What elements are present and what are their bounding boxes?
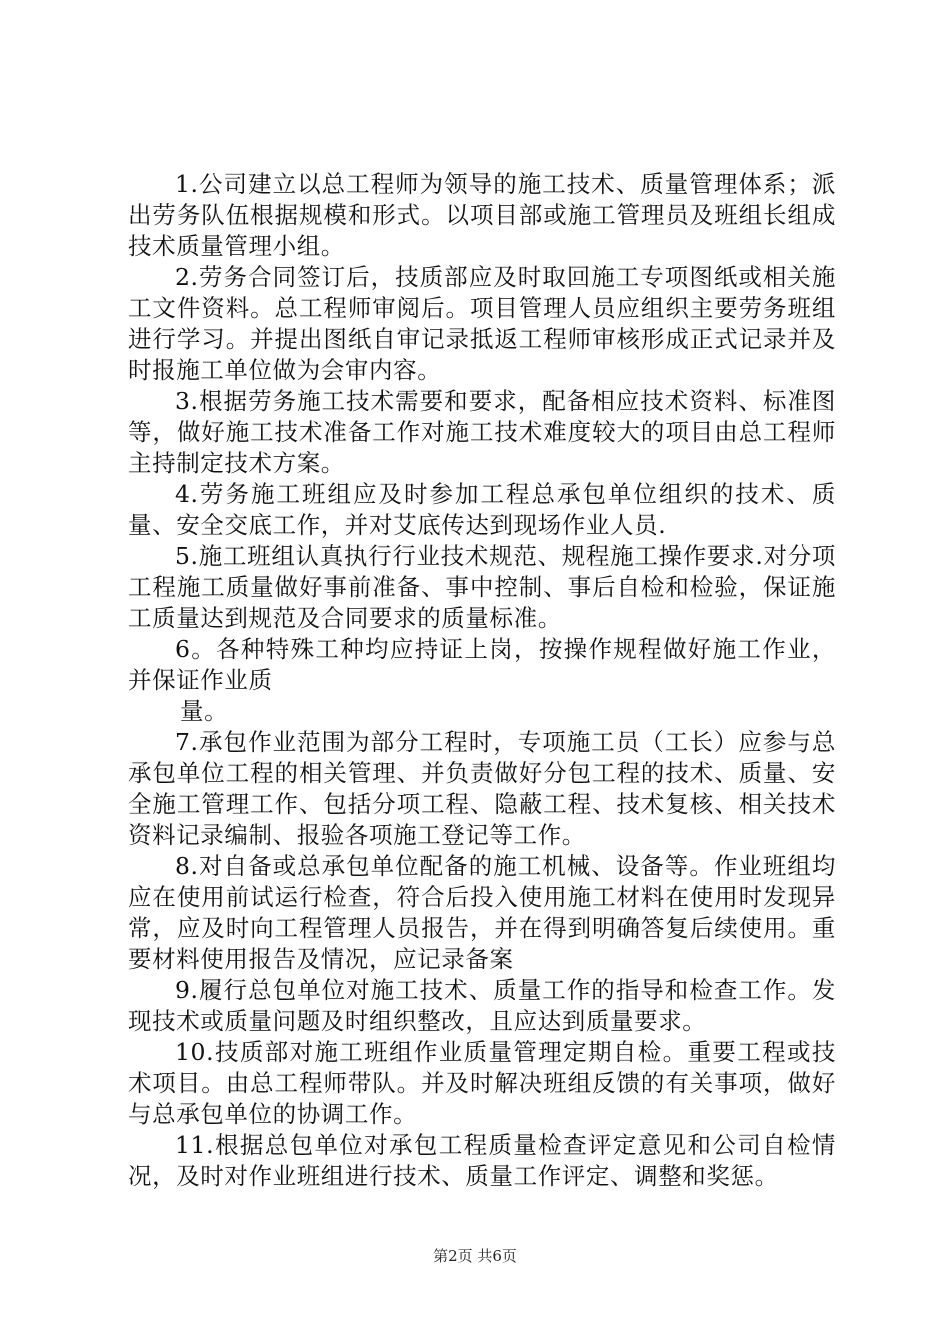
document-body [128, 169, 836, 1192]
paragraph-10: 10.技质部对施工班组作业质量管理定期自检。重要工程或技术项目。由总工程师带队。并及时解决班组反馈的有关事项，做好与总承包单位的协调工作。 [128, 1038, 836, 1128]
paragraph-1: 1.公司建立以总工程师为领导的施工技术、质量管理体系；派出劳务队伍根据规模和形式。以项目部或施工管理员及班组长组成技术质量管理小组。 [128, 170, 836, 260]
paragraph-8: 8.对自备或总承包单位配备的施工机械、设备等。作业班组均应在使用前试运行检查，符合后投入使用施工材料在使用时发现异常，应及时向工程管理人员报告，并在得到明确答复后续使用。重要材料使用报告及情况，应记录备案 [128, 852, 836, 973]
paragraph-2: 2.劳务合同签订后，技质部应及时取回施工专项图纸或相关施工文件资料。总工程师审阅后。项目管理人员应组织主要劳务班组进行学习。并提出图纸自审记录抵返工程师审核形成正式记录并及时报施工单位做为会审内容。 [128, 263, 836, 384]
paragraph-4: 4.劳务施工班组应及时参加工程总承包单位组织的技术、质量、安全交底工作，并对艾底传达到现场作业人员. [128, 480, 836, 539]
page-footer: 第2页 共6页 [433, 1247, 517, 1265]
paragraph-7: 7.承包作业范围为部分工程时，专项施工员（工长）应参与总承包单位工程的相关管理、并负责做好分包工程的技术、质量、安全施工管理工作、包括分项工程、隐蔽工程、技术复核、相关技术资料记录编制、报验各项施工登记等工作。 [128, 728, 836, 849]
paragraph-5: 5.施工班组认真执行行业技术规范、规程施工操作要求.对分项工程施工质量做好事前准备、事中控制、事后自检和检验，保证施工质量达到规范及合同要求的质量标准。 [128, 542, 836, 632]
paragraph-9: 9.履行总包单位对施工技术、质量工作的指导和检查工作。发现技术或质量问题及时组织整改，且应达到质量要求。 [128, 976, 836, 1035]
paragraph-11: 11.根据总包单位对承包工程质量检查评定意见和公司自检情况，及时对作业班组进行技术、质量工作评定、调整和奖惩。 [128, 1131, 836, 1190]
paragraph-6: 6。各种特殊工种均应持证上岗，按操作规程做好施工作业，并保证作业质 [128, 635, 836, 694]
paragraph-6-continuation: 量。 [180, 697, 229, 725]
paragraph-3: 3.根据劳务施工技术需要和要求，配备相应技术资料、标准图等，做好施工技术准备工作对施工技术难度较大的项目由总工程师主持制定技术方案。 [128, 387, 836, 477]
